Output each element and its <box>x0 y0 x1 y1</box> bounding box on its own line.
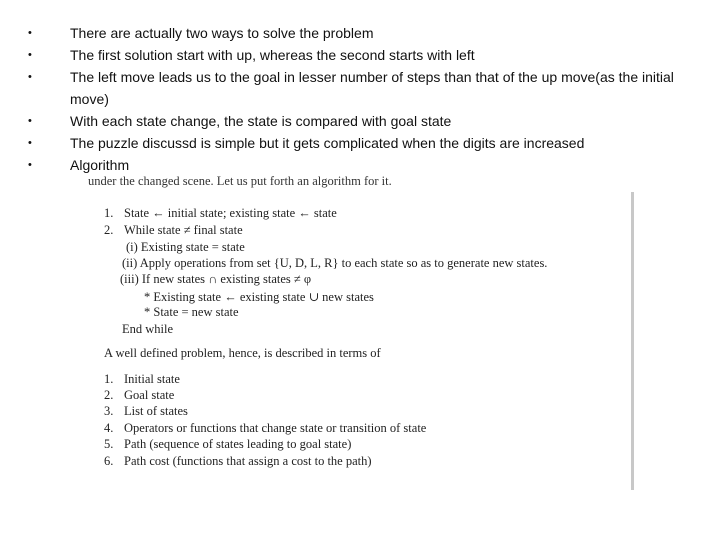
bullet-item: • The left move leads us to the goal in lesser number of steps than that of the up move(as the initial move) <box>28 66 688 110</box>
algorithm-step: 1. State ← initial state; existing state ← state <box>104 206 337 220</box>
bullet-item: • The puzzle discussd is simple but it gets complicated when the digits are increased <box>28 132 688 154</box>
term-item: 3. List of states <box>104 404 188 418</box>
bullet-item: • Algorithm <box>28 154 688 176</box>
scan-edge-line <box>631 192 634 490</box>
term-item: 1. Initial state <box>104 372 180 386</box>
term-item: 5. Path (sequence of states leading to goal state) <box>104 437 352 451</box>
term-item: 6. Path cost (functions that assign a cost to the path) <box>104 454 372 468</box>
cut-off-line: under the changed scene. Let us put forth an algorithm for it. <box>88 174 392 188</box>
algorithm-end: End while <box>122 322 174 336</box>
algorithm-substep: (iii) If new states ∩ existing states ≠ φ <box>120 272 312 286</box>
bullet-item: • The first solution start with up, whereas the second starts with left <box>28 44 688 66</box>
bullet-list <box>28 22 688 176</box>
algorithm-substep: * State = new state <box>144 305 239 319</box>
term-item: 4. Operators or functions that change state or transition of state <box>104 421 427 435</box>
scanned-algorithm-image <box>80 174 636 490</box>
algorithm-step: 2. While state ≠ final state <box>104 223 243 237</box>
bullet-item: • With each state change, the state is compared with goal state <box>28 110 688 132</box>
algorithm-substep: (i) Existing state = state <box>126 240 245 254</box>
bullet-item: • There are actually two ways to solve the problem <box>28 22 688 44</box>
algorithm-substep: * Existing state ← existing state ∪ new states <box>144 290 374 304</box>
algorithm-substep: (ii) Apply operations from set {U, D, L, R} to each state so as to generate new states. <box>122 256 548 270</box>
problem-intro: A well defined problem, hence, is described in terms of <box>104 346 381 360</box>
term-item: 2. Goal state <box>104 388 175 402</box>
